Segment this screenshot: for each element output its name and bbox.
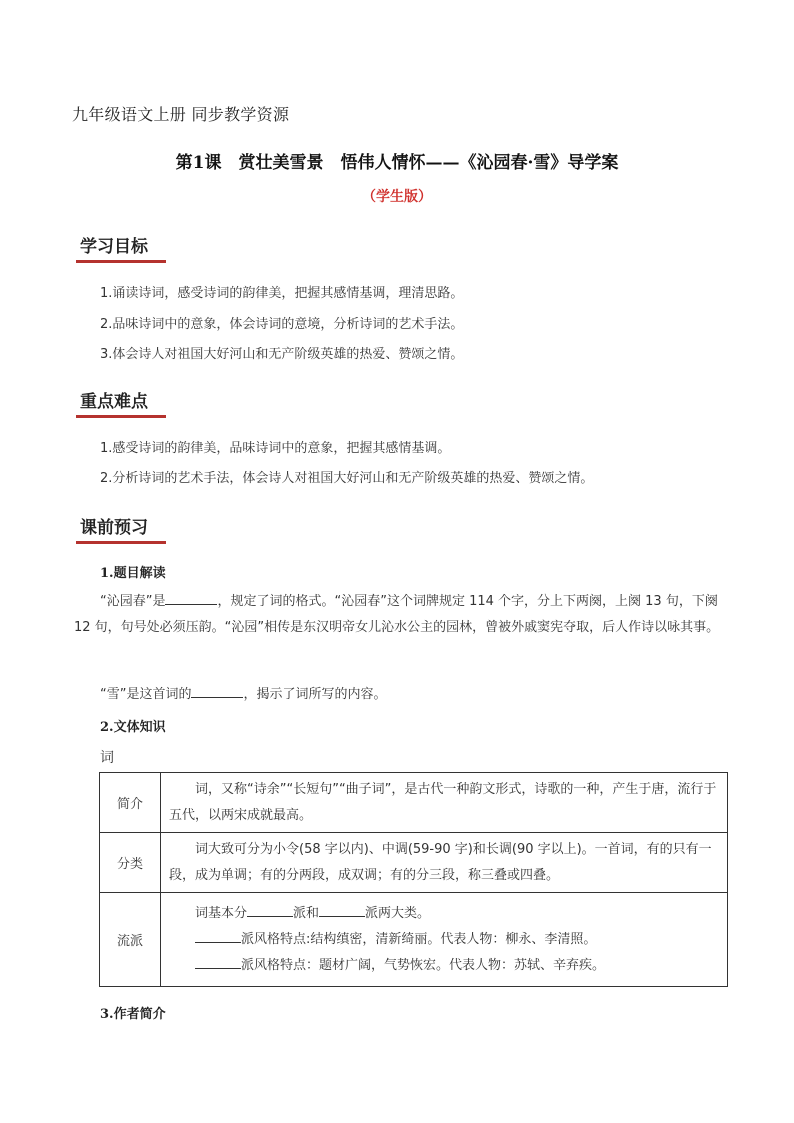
row-label: 流派 [100,893,161,987]
subsection-title-author: 3.作者简介 [100,1007,166,1022]
subsection-title-genre: 2.文体知识 [100,720,166,735]
genre-label: 词 [100,750,114,766]
title-interpretation-paragraph: “沁园春”是 ，规定了词的格式。“沁园春”这个词牌规定 114 个字，分上下两阕，上阕 13 句，下阕 12 句，句号处必须压韵。“沁园”相传是东汉明帝女儿沁水公主的园林，曾被外戚窦宪夺取，后人作诗以咏其事。 [74,589,724,641]
table-row [100,893,728,987]
fill-blank[interactable] [165,590,217,605]
fill-blank[interactable] [195,954,241,969]
row-content: 词大致可分为小令(58 字以内)、中调(59-90 字)和长调(90 字以上)。一首词，有的只有一段，成为单调；有的分两段，成双调；有的分三段，称三叠或四叠。 [161,833,728,893]
subsection-title-interpretation: 1.题目解读 [100,566,166,581]
row-label: 简介 [100,773,161,833]
row-content: 词基本分 派和 派两大类。 派风格特点:结构缜密，清新绮丽。代表人物：柳永、李清照。 派风格特点：题材广阔，气势恢宏。代表人物：苏轼、辛弃疾。 [161,893,728,987]
keypoint-item: 2.分析诗词的艺术手法，体会诗人对祖国大好河山和无产阶级英雄的热爱、赞颂之情。 [100,471,594,486]
heading-underline [76,541,166,544]
goal-item: 1.诵读诗词，感受诗词的韵律美，把握其感情基调，理清思路。 [100,286,464,301]
table-row [100,833,728,893]
heading-underline [76,260,166,263]
row-label: 分类 [100,833,161,893]
section-heading-keypoints: 重点难点 [76,387,152,414]
goal-item: 3.体会诗人对祖国大好河山和无产阶级英雄的热爱、赞颂之情。 [100,347,464,362]
fill-blank[interactable] [319,902,365,917]
section-heading-goals: 学习目标 [76,232,152,259]
fill-blank[interactable] [247,902,293,917]
heading-underline [76,415,166,418]
section-heading-preview: 课前预习 [76,513,152,540]
series-header: 九年级语文上册 同步教学资源 [72,105,290,124]
ci-info-table [99,772,728,987]
edition-label: （学生版） [362,189,432,205]
goal-item: 2.品味诗词中的意象，体会诗词的意境，分析诗词的艺术手法。 [100,317,464,332]
fill-blank[interactable] [191,683,243,698]
table-row [100,773,728,833]
keypoint-item: 1.感受诗词的韵律美，品味诗词中的意象，把握其感情基调。 [100,441,451,456]
document-title: 第1课 赏壮美雪景 悟伟人情怀——《沁园春·雪》导学案 [175,153,619,173]
snow-paragraph: “雪”是这首词的 ，揭示了词所写的内容。 [74,682,724,708]
fill-blank[interactable] [195,928,241,943]
row-content: 词，又称“诗余”“长短句”“曲子词”，是古代一种韵文形式，诗歌的一种，产生于唐，流行于五代，以两宋成就最高。 [161,773,728,833]
